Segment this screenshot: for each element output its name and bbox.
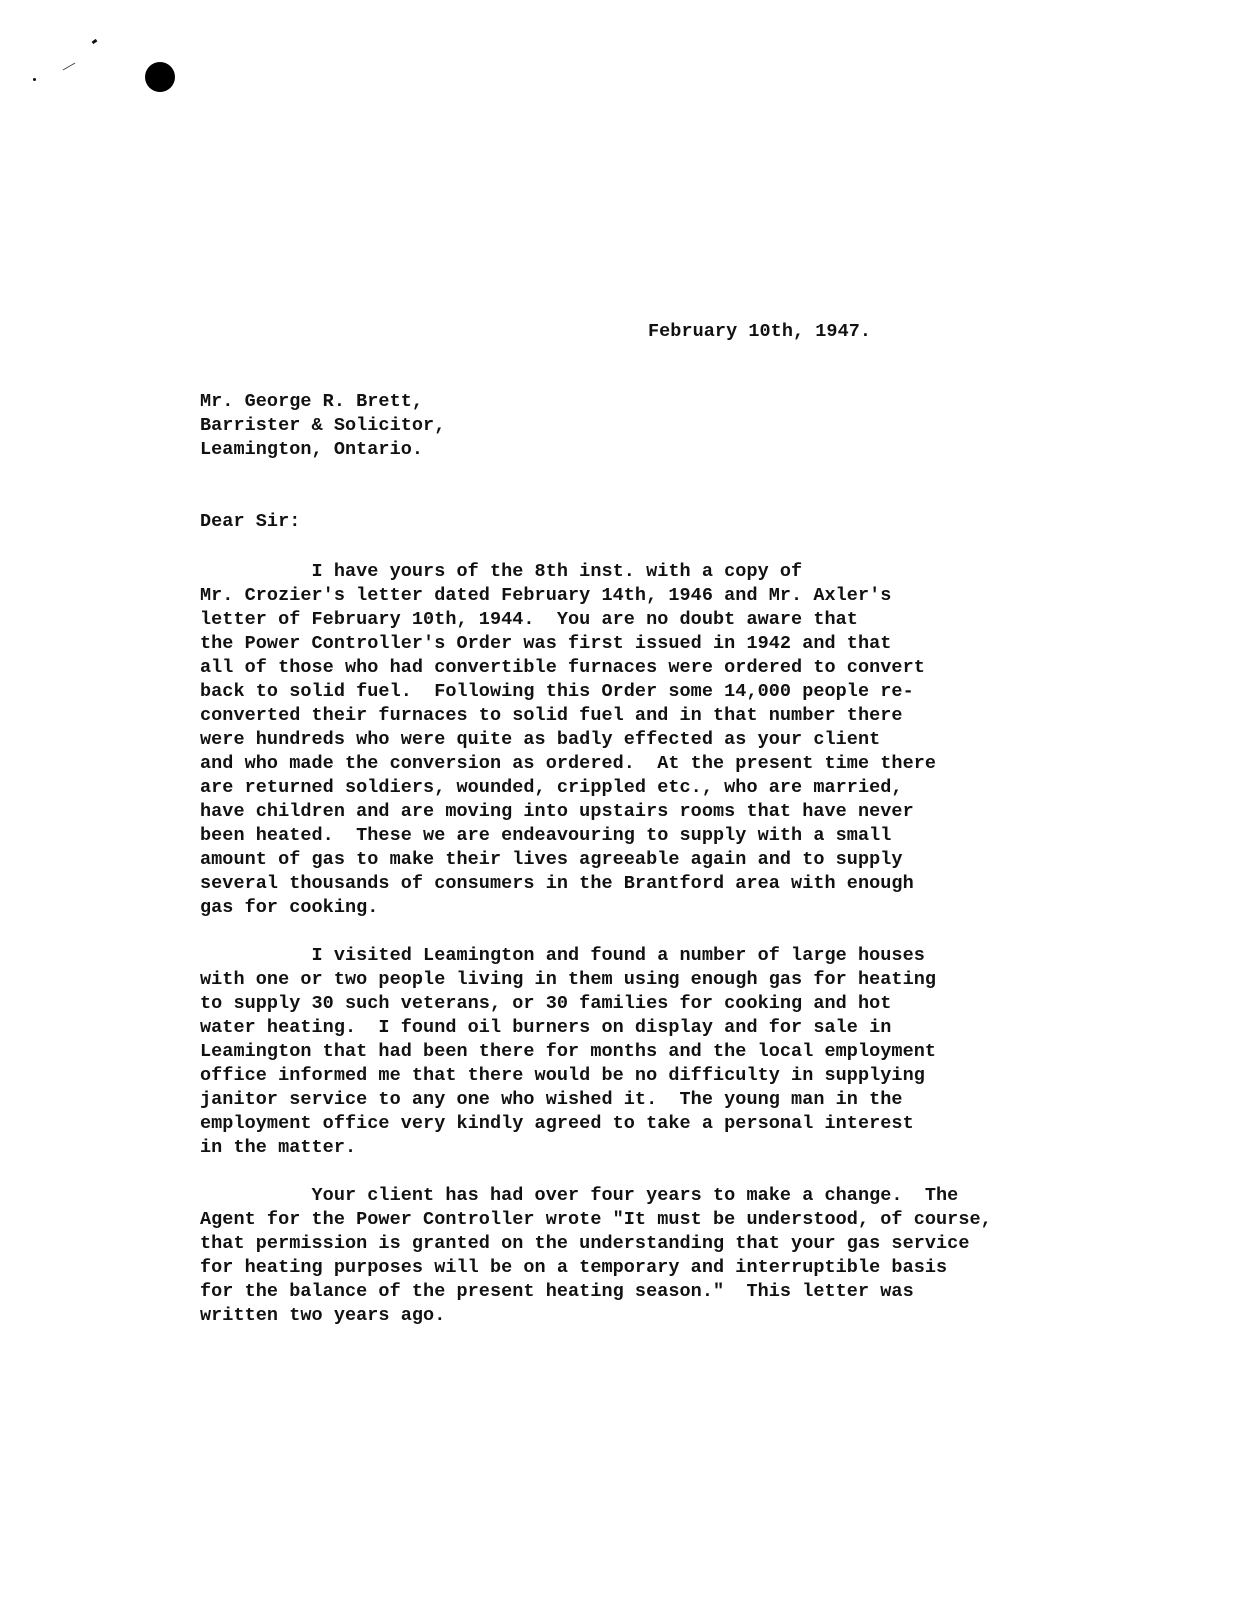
paragraph-3-line: written two years ago.: [200, 1305, 446, 1326]
paragraph-1-line: Mr. Crozier's letter dated February 14th, 1946 and Mr. Axler's: [200, 585, 892, 606]
paragraph-3-line: Your client has had over four years to make a change. The: [200, 1185, 959, 1206]
paragraph-3-line: for heating purposes will be on a temporary and interruptible basis: [200, 1257, 948, 1278]
paragraph-2-line: water heating. I found oil burners on display and for sale in: [200, 1017, 892, 1038]
paragraph-1-line: I have yours of the 8th inst. with a copy of: [200, 561, 803, 582]
paragraph-2-line: Leamington that had been there for months and the local employment: [200, 1041, 937, 1062]
paragraph-3-line: for the balance of the present heating season." This letter was: [200, 1281, 914, 1302]
scan-speck: [92, 39, 98, 44]
paragraph-1-line: and who made the conversion as ordered. At the present time there: [200, 753, 937, 774]
paragraph-2-line: janitor service to any one who wished it. The young man in the: [200, 1089, 903, 1110]
paragraph-3-line: that permission is granted on the understanding that your gas service: [200, 1233, 970, 1254]
paragraph-1-line: been heated. These we are endeavouring to supply with a small: [200, 825, 892, 846]
paragraph-1-line: amount of gas to make their lives agreeable again and to supply: [200, 849, 903, 870]
recipient-name: Mr. George R. Brett,: [200, 391, 424, 412]
punch-hole-mark: [145, 62, 175, 92]
paragraph-3-line: Agent for the Power Controller wrote "It must be understood, of course,: [200, 1209, 992, 1230]
paragraph-2-line: with one or two people living in them using enough gas for heating: [200, 969, 937, 990]
letter-date: February 10th, 1947.: [648, 321, 872, 342]
paragraph-2-line: employment office very kindly agreed to take a personal interest: [200, 1113, 914, 1134]
paragraph-1-line: letter of February 10th, 1944. You are no doubt aware that: [200, 609, 858, 630]
paragraph-2-line: in the matter.: [200, 1137, 357, 1158]
recipient-location: Leamington, Ontario.: [200, 439, 424, 460]
salutation: Dear Sir:: [200, 511, 301, 532]
scan-speck: [33, 78, 36, 81]
recipient-title: Barrister & Solicitor,: [200, 415, 446, 436]
paragraph-1-line: the Power Controller's Order was first issued in 1942 and that: [200, 633, 892, 654]
paragraph-1-line: gas for cooking.: [200, 897, 379, 918]
paragraph-1-line: have children and are moving into upstairs rooms that have never: [200, 801, 914, 822]
paragraph-1-line: all of those who had convertible furnaces were ordered to convert: [200, 657, 925, 678]
paragraph-2-line: to supply 30 such veterans, or 30 families for cooking and hot: [200, 993, 892, 1014]
paragraph-1-line: back to solid fuel. Following this Order some 14,000 people re-: [200, 681, 914, 702]
paragraph-1-line: were hundreds who were quite as badly effected as your client: [200, 729, 881, 750]
paragraph-2-line: office informed me that there would be no difficulty in supplying: [200, 1065, 925, 1086]
paragraph-2-line: I visited Leamington and found a number of large houses: [200, 945, 925, 966]
paragraph-1-line: are returned soldiers, wounded, crippled etc., who are married,: [200, 777, 903, 798]
paragraph-1-line: several thousands of consumers in the Brantford area with enough: [200, 873, 914, 894]
scan-speck: [63, 63, 76, 71]
paragraph-1-line: converted their furnaces to solid fuel and in that number there: [200, 705, 903, 726]
